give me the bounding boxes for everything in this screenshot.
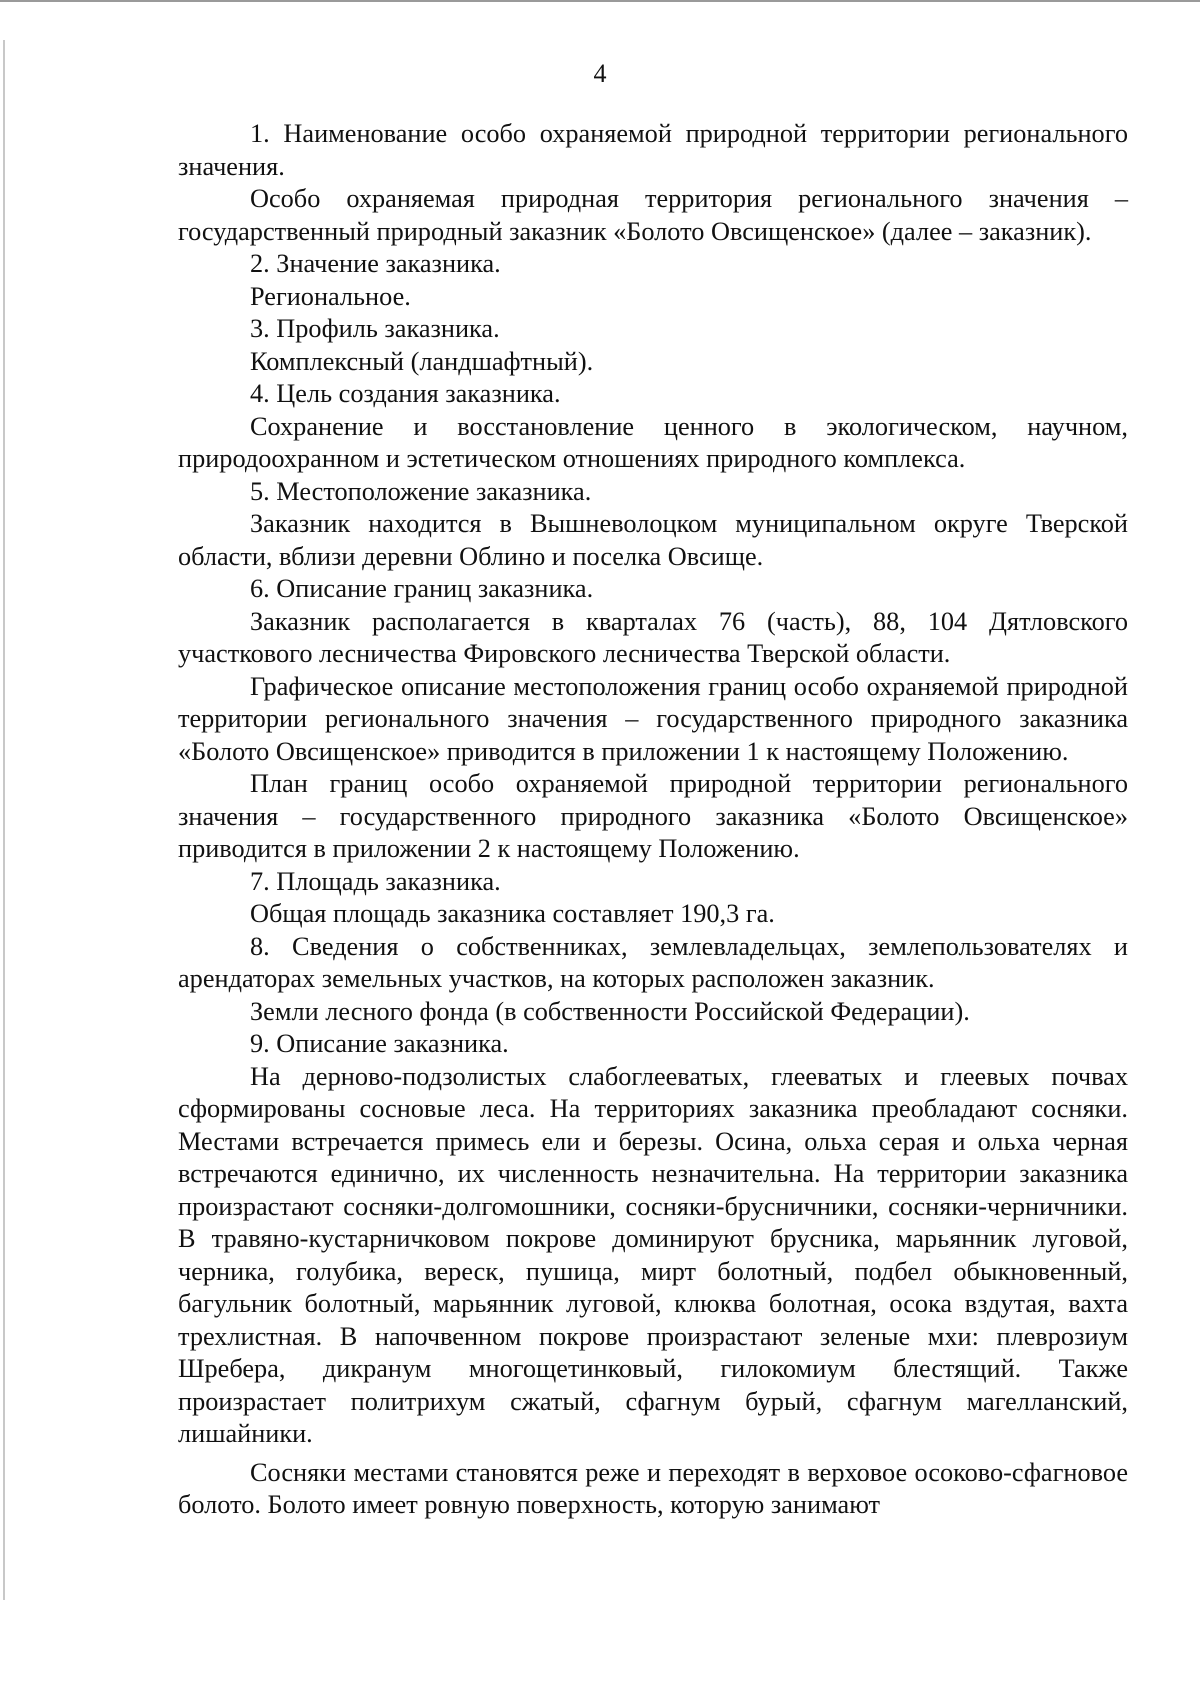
scan-edge-left	[3, 40, 5, 1600]
paragraph-section-2-text: Региональное.	[250, 281, 411, 311]
paragraph-section-3-text: Комплексный (ландшафтный).	[250, 346, 594, 376]
paragraph-section-5-heading: 5. Местоположение заказника.	[250, 476, 592, 506]
paragraph-section-7-text: Общая площадь заказника составляет 190,3 га.	[250, 899, 775, 928]
paragraph-section-2-heading: 2. Значение заказника.	[250, 249, 501, 278]
document-body	[178, 118, 1128, 1522]
scan-edge-top	[0, 0, 1200, 2]
paragraph-section-9-text: На дерново-подзолистых слабоглееватых, глееватых и глеевых почвах сформированы сосновые леса. На территориях заказника преобладают сосняки. Местами встречается примесь ели и березы. Осина, ольха серая и ольха черная встречаются единично, их численность незначительна. На территории заказника произрастают сосняки-долгомошники, сосняки-брусничники, сосняки-черничники. В травяно-кустарничковом покрове доминируют брусника, марьянник луговой, черника, голубика, вереск, пушица, мирт болотный, подбел обыкновенный, багульник болотный, марьянник луговой, клюква болотная, осока вздутая, вахта трехлистная. В напочвенном покрове произрастают зеленые мхи: плеврозиум Шребера, дикранум многощетинковый, гилокомиум блестящий. Также произрастает политрихум сжатый, сфагнум бурый, сфагнум магелланский, лишайники.	[178, 1061, 1128, 1448]
paragraph-section-9-heading: 9. Описание заказника.	[250, 1029, 509, 1058]
paragraph-section-9-continued: Сосняки местами становятся реже и переходят в верховое осоково-сфагновое болото. Болото имеет ровную поверхность, которую занимают	[178, 1457, 1128, 1519]
paragraph-section-6-plan: План границ особо охраняемой природной территории регионального значения – государственного природного заказника «Болото Овсищенское» приводится в приложении 2 к настоящему Положению.	[178, 769, 1128, 863]
paragraph-section-6-heading: 6. Описание границ заказника.	[250, 574, 594, 603]
paragraph-section-3-heading: 3. Профиль заказника.	[250, 314, 500, 343]
paragraph-section-8-heading: 8. Сведения о собственниках, землевладельцах, землепользователях и арендаторах земельных участков, на которых расположен заказник.	[178, 931, 1128, 993]
paragraph-section-4-heading: 4. Цель создания заказника.	[250, 379, 561, 408]
paragraph-section-1-text: Особо охраняемая природная территория регионального значения – государственный природный заказник «Болото Овсищенское» (далее – заказник).	[178, 184, 1128, 246]
paragraph-section-6-graphic-description: Графическое описание местоположения границ особо охраняемой природной территории регионального значения – государственного природного заказника «Болото Овсищенское» приводится в приложении 1 к настоящему Положению.	[178, 671, 1128, 766]
paragraph-section-4-text: Сохранение и восстановление ценного в экологическом, научном, природоохранном и эстетическом отношениях природного комплекса.	[178, 411, 1128, 473]
paragraph-section-6-text: Заказник располагается в кварталах 76 (часть), 88, 104 Дятловского участкового лесничества Фировского лесничества Тверской области.	[178, 606, 1128, 668]
paragraph-section-1-heading: 1. Наименование особо охраняемой природной территории регионального значения.	[178, 119, 1128, 181]
page-number: 4	[593, 59, 607, 88]
paragraph-section-7-heading: 7. Площадь заказника.	[250, 866, 501, 896]
paragraph-section-8-text: Земли лесного фонда (в собственности Российской Федерации).	[250, 996, 970, 1026]
paragraph-section-5-text: Заказник находится в Вышневолоцком муниципальном округе Тверской области, вблизи деревни Облино и поселка Овсище.	[178, 509, 1128, 571]
